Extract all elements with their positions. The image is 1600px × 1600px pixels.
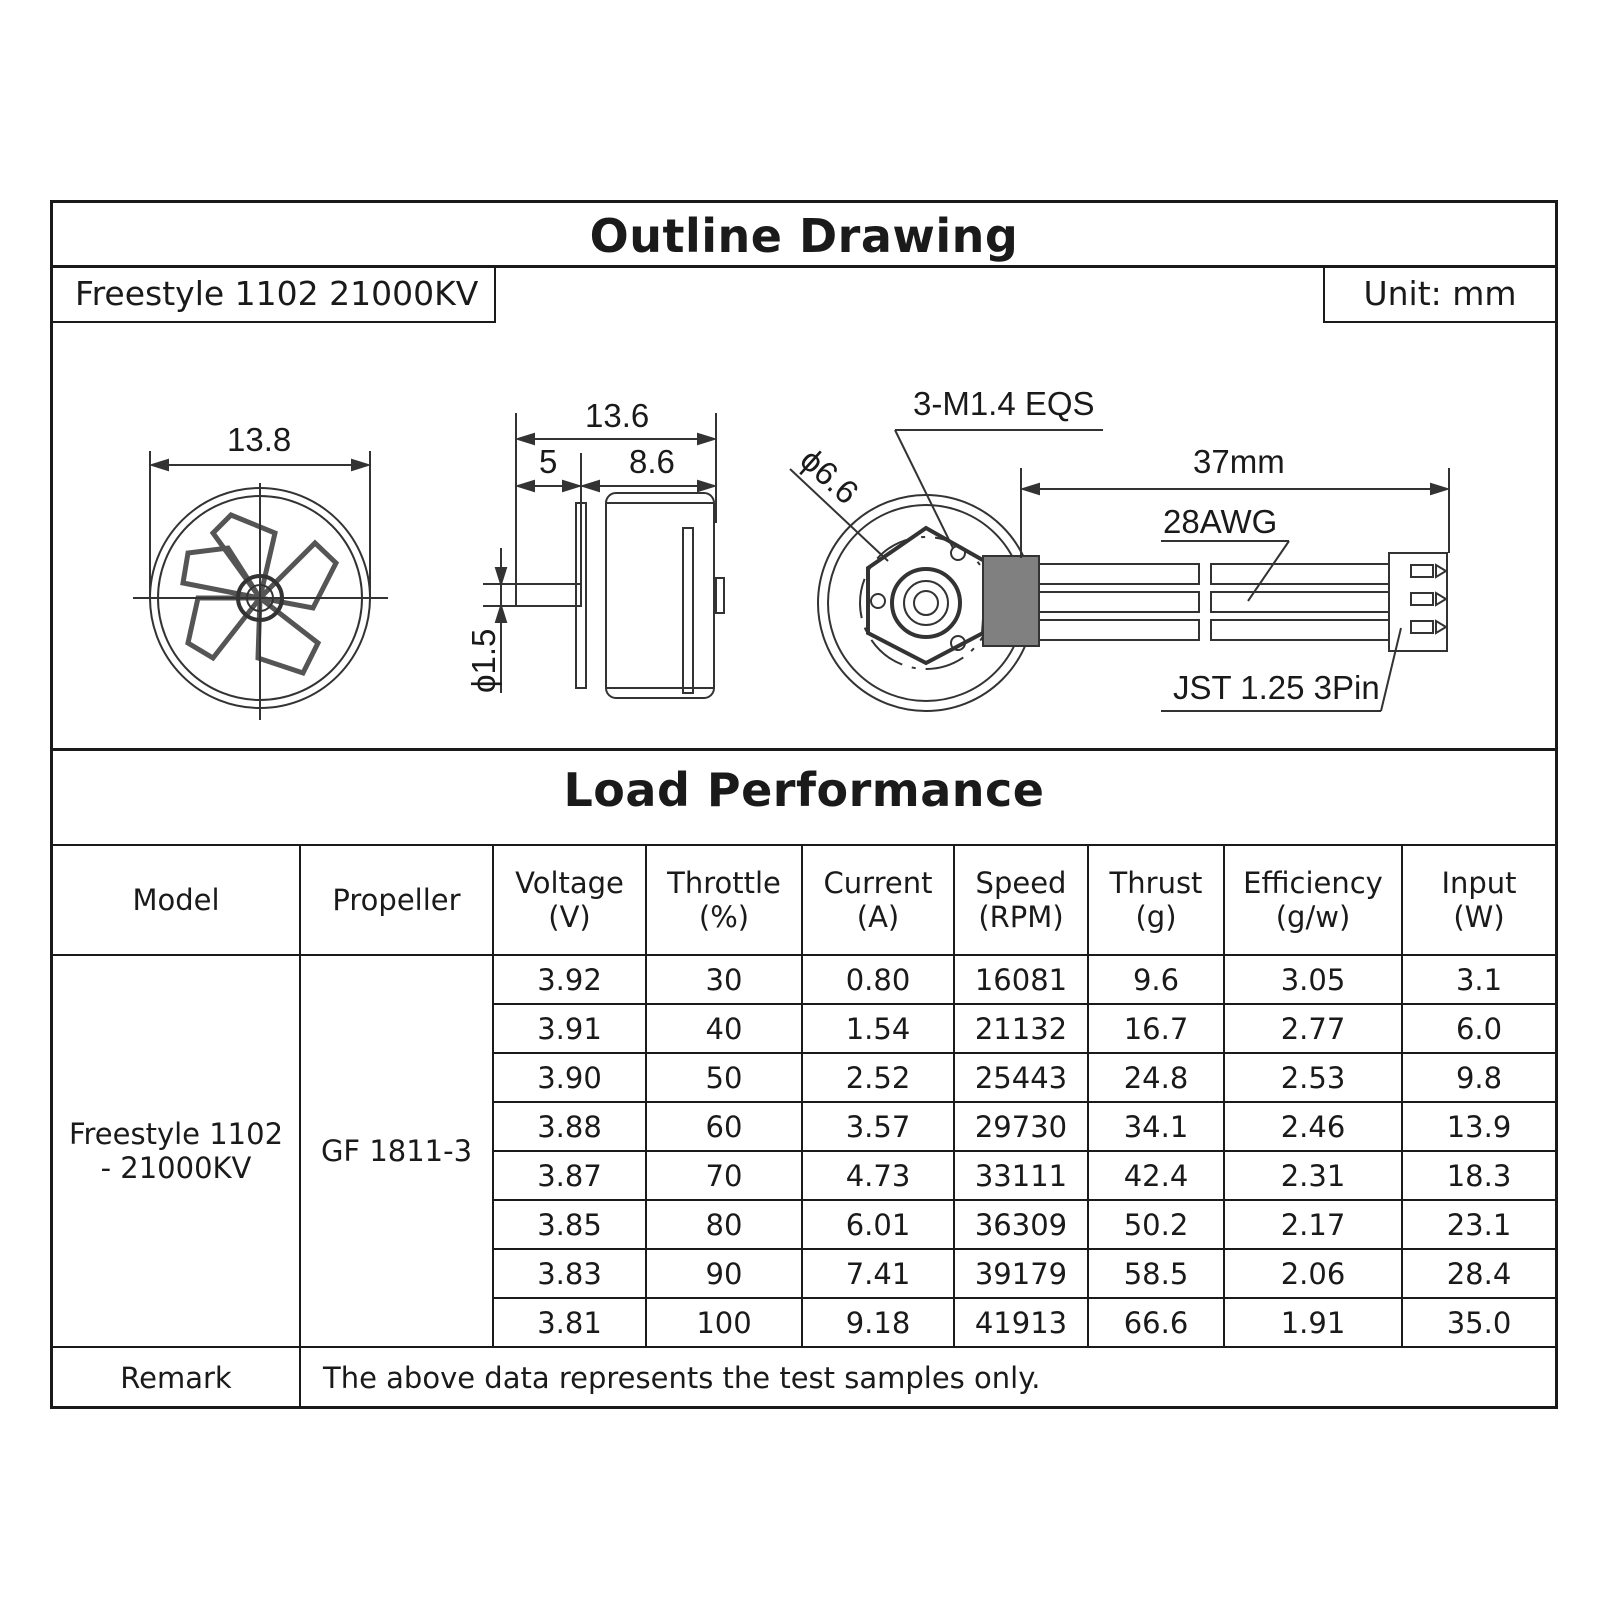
table-cell: 18.3 bbox=[1402, 1151, 1555, 1200]
table-cell: 3.91 bbox=[493, 1004, 646, 1053]
table-cell: 2.46 bbox=[1224, 1102, 1402, 1151]
remark-label: Remark bbox=[53, 1347, 300, 1408]
table-cell: 3.87 bbox=[493, 1151, 646, 1200]
header-current: Current (A) bbox=[802, 845, 954, 955]
table-cell: 0.80 bbox=[802, 955, 954, 1004]
remark-row bbox=[53, 1347, 1555, 1408]
table-cell: 4.73 bbox=[802, 1151, 954, 1200]
remark-text: The above data represents the test samples only. bbox=[300, 1347, 1555, 1408]
table-cell: 16.7 bbox=[1088, 1004, 1224, 1053]
motor-side-view bbox=[483, 413, 724, 698]
table-cell: 3.83 bbox=[493, 1249, 646, 1298]
outline-drawing bbox=[53, 203, 1555, 763]
table-cell: 70 bbox=[646, 1151, 802, 1200]
table-cell: 36309 bbox=[954, 1200, 1088, 1249]
outline-title: Outline Drawing bbox=[589, 209, 1019, 263]
label-screws: 3-M1.4 EQS bbox=[913, 385, 1095, 422]
table-cell: 9.18 bbox=[802, 1298, 954, 1347]
divider bbox=[53, 748, 1555, 751]
table-cell: 33111 bbox=[954, 1151, 1088, 1200]
table-cell: 40 bbox=[646, 1004, 802, 1053]
table-cell: 24.8 bbox=[1088, 1053, 1224, 1102]
table-cell: 60 bbox=[646, 1102, 802, 1151]
dim-side-shaft: 5 bbox=[539, 443, 558, 480]
header-throttle: Throttle (%) bbox=[646, 845, 802, 955]
performance-table bbox=[53, 844, 1555, 1408]
header-voltage: Voltage (V) bbox=[493, 845, 646, 955]
table-cell: 3.1 bbox=[1402, 955, 1555, 1004]
table-cell: 29730 bbox=[954, 1102, 1088, 1151]
table-cell: 9.6 bbox=[1088, 955, 1224, 1004]
label-wire-gauge: 28AWG bbox=[1163, 503, 1278, 540]
dim-side-total: 13.6 bbox=[585, 397, 650, 434]
dim-wire-length: 37mm bbox=[1193, 443, 1285, 480]
table-cell: 6.0 bbox=[1402, 1004, 1555, 1053]
model-cell: Freestyle 1102 - 21000KV bbox=[53, 955, 300, 1347]
header-propeller: Propeller bbox=[300, 845, 493, 955]
table-cell: 42.4 bbox=[1088, 1151, 1224, 1200]
table-cell: 34.1 bbox=[1088, 1102, 1224, 1151]
table-cell: 23.1 bbox=[1402, 1200, 1555, 1249]
table-cell: 16081 bbox=[954, 955, 1088, 1004]
table-cell: 28.4 bbox=[1402, 1249, 1555, 1298]
header-row bbox=[53, 845, 1555, 955]
table-cell: 9.8 bbox=[1402, 1053, 1555, 1102]
table-cell: 3.81 bbox=[493, 1298, 646, 1347]
table-cell: 41913 bbox=[954, 1298, 1088, 1347]
dim-shaft-dia: ϕ1.5 bbox=[465, 628, 502, 693]
table-cell: 3.85 bbox=[493, 1200, 646, 1249]
table-cell: 2.06 bbox=[1224, 1249, 1402, 1298]
table-cell: 3.57 bbox=[802, 1102, 954, 1151]
table-cell: 50.2 bbox=[1088, 1200, 1224, 1249]
label-connector: JST 1.25 3Pin bbox=[1173, 669, 1380, 706]
table-cell: 100 bbox=[646, 1298, 802, 1347]
table-cell: 13.9 bbox=[1402, 1102, 1555, 1151]
table-cell: 58.5 bbox=[1088, 1249, 1224, 1298]
table-cell: 30 bbox=[646, 955, 802, 1004]
table-cell: 21132 bbox=[954, 1004, 1088, 1053]
header-thrust: Thrust (g) bbox=[1088, 845, 1224, 955]
dim-base-dia: ϕ6.6 bbox=[793, 440, 866, 512]
table-cell: 2.52 bbox=[802, 1053, 954, 1102]
spec-sheet bbox=[50, 200, 1558, 1409]
header-efficiency: Efficiency (g/w) bbox=[1224, 845, 1402, 955]
table-cell: 66.6 bbox=[1088, 1298, 1224, 1347]
table-cell: 35.0 bbox=[1402, 1298, 1555, 1347]
table-cell: 7.41 bbox=[802, 1249, 954, 1298]
propeller-cell: GF 1811-3 bbox=[300, 955, 493, 1347]
table-cell: 3.88 bbox=[493, 1102, 646, 1151]
table-cell: 2.31 bbox=[1224, 1151, 1402, 1200]
table-cell: 39179 bbox=[954, 1249, 1088, 1298]
table-cell: 3.90 bbox=[493, 1053, 646, 1102]
table-cell: 90 bbox=[646, 1249, 802, 1298]
dim-front-width: 13.8 bbox=[227, 421, 292, 458]
table-cell: 1.54 bbox=[802, 1004, 954, 1053]
header-speed: Speed (RPM) bbox=[954, 845, 1088, 955]
table-cell: 2.17 bbox=[1224, 1200, 1402, 1249]
dim-side-body: 8.6 bbox=[629, 443, 675, 480]
table-cell: 2.53 bbox=[1224, 1053, 1402, 1102]
header-model: Model bbox=[53, 845, 300, 955]
unit-box: Unit: mm bbox=[1323, 267, 1555, 323]
table-cell: 3.05 bbox=[1224, 955, 1402, 1004]
header-input: Input (W) bbox=[1402, 845, 1555, 955]
table-cell: 80 bbox=[646, 1200, 802, 1249]
motor-front-view bbox=[133, 451, 388, 720]
table-cell: 25443 bbox=[954, 1053, 1088, 1102]
table-cell: 50 bbox=[646, 1053, 802, 1102]
table-cell: 1.91 bbox=[1224, 1298, 1402, 1347]
performance-title: Load Performance bbox=[563, 763, 1045, 817]
model-name-box: Freestyle 1102 21000KV bbox=[53, 267, 496, 323]
table-cell: 6.01 bbox=[802, 1200, 954, 1249]
table-cell: 2.77 bbox=[1224, 1004, 1402, 1053]
table-cell: 3.92 bbox=[493, 955, 646, 1004]
table-row bbox=[53, 955, 1555, 1004]
